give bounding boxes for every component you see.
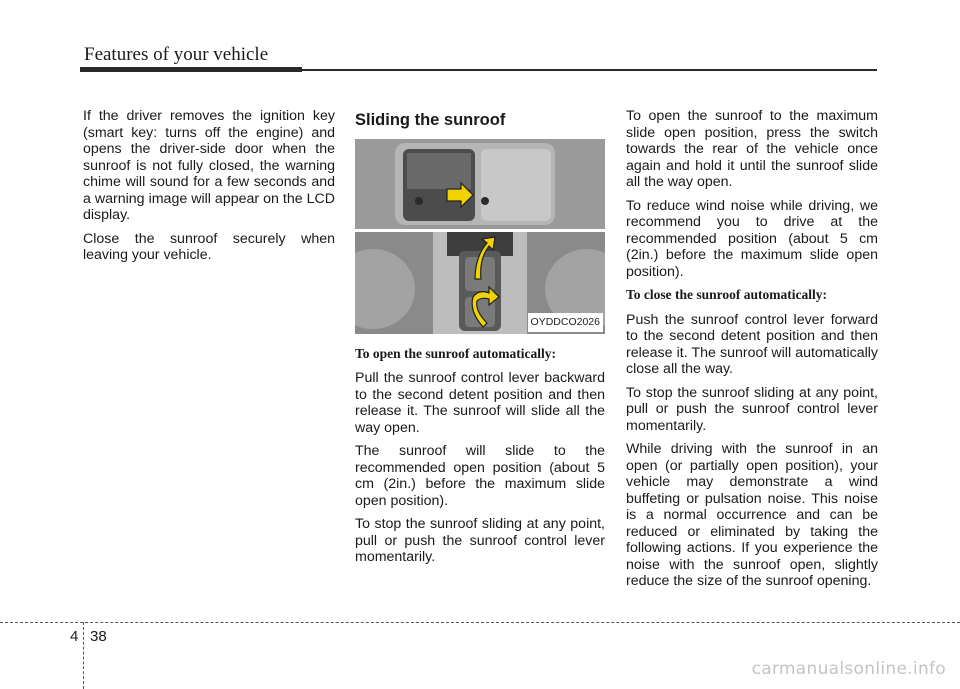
- section-number: 4: [70, 628, 79, 645]
- paragraph-stop-sliding: To stop the sunroof sliding at any point, pull or push the sunroof control lever momentarily.: [355, 516, 605, 565]
- paragraph-max-open: To open the sunroof to the maximum slide open position, press the switch towards the rear of the vehicle once again and hold it until the sunroof slide all the way open.: [626, 108, 878, 190]
- subhead-open-auto: To open the sunroof automatically:: [355, 345, 557, 361]
- paragraph-recommended-position: The sunroof will slide to the recommended open position (about 5 cm (2in.) before the maximum slide open position).: [355, 443, 605, 509]
- footer-divider: [83, 622, 84, 689]
- header-rule-thick: [80, 67, 302, 72]
- header-rule-thin: [302, 69, 877, 71]
- section-title: Sliding the sunroof: [355, 111, 506, 129]
- paragraph-warning-chime: If the driver removes the ignition key (smart key: turns off the engine) and opens the driver-side door when the sunroof is not fully closed, the warning chime will sound for a few seconds and a warning image will appear on the LCD display.: [83, 108, 335, 223]
- column-1: [83, 108, 335, 271]
- page-header-title: Features of your vehicle: [84, 44, 269, 65]
- sunroof-control-illustration: [355, 139, 605, 334]
- paragraph-wind-noise: To reduce wind noise while driving, we recommend you to drive at the recommended position (about 5 cm (2in.) before the maximum slide open position).: [626, 197, 878, 280]
- column-2: [355, 112, 605, 573]
- paragraph-close-securely: Close the sunroof securely when leaving your vehicle.: [83, 230, 335, 263]
- paragraph-close-auto: Push the sunroof control lever forward to the second detent position and then release it. The sunroof will automatically close all the way.: [626, 311, 878, 377]
- footer-rule: [0, 622, 960, 623]
- sunroof-control-figure: [355, 139, 605, 334]
- paragraph-wind-buffeting: While driving with the sunroof in an open (or partially open position), your vehicle may demonstrate a wind buffeting or pulsation noise. This noise is a normal occurrence and can be reduced or eliminated by taking the following actions. If you experience the noise with the sunroof open, slightly reduce the size of the sunroof opening.: [626, 441, 878, 589]
- figure-code: OYDDCO2026: [528, 313, 603, 332]
- paragraph-open-auto: Pull the sunroof control lever backward to the second detent position and then release it. The sunroof will slide all the way open.: [355, 370, 605, 436]
- page-number: 38: [90, 628, 107, 645]
- subhead-close-auto: To close the sunroof automatically:: [626, 287, 827, 302]
- watermark: carmanualsonline.info: [751, 659, 946, 679]
- paragraph-stop-sliding-2: To stop the sunroof sliding at any point, pull or push the sunroof control lever momentarily.: [626, 384, 878, 434]
- column-3: [626, 108, 878, 597]
